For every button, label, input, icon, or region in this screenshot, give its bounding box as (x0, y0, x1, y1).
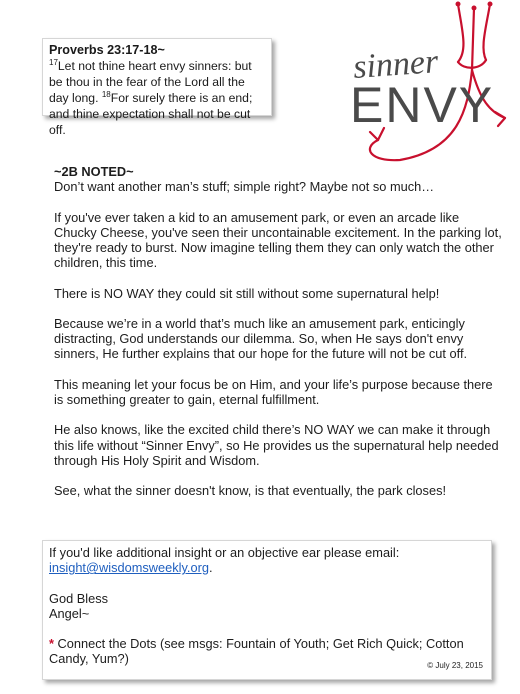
note-title: ~2B NOTED~ (54, 164, 134, 179)
note-paragraph-4: Because we’re in a world that’s much like an amusement park, enticingly distracting, God understands our dilemma. So, when He says don't envy sinners, He further explains that our hope for the future will not be cut off. (54, 315, 468, 362)
note-paragraph-2: If you've ever taken a kid to an amusement park, or even an arcade like Chucky Cheese, you've seen their uncontainable excitement. In the parking lot, they're ready to burst. Now imagine telling them they can only watch the other children, this time. (54, 209, 502, 271)
note-section (54, 164, 504, 514)
note-paragraph-3: There is NO WAY they could sit still without some supernatural help! (54, 285, 440, 301)
connect-dots-text: Connect the Dots (see msgs: Fountain of Youth; Get Rich Quick; Cotton Candy, Yum?) (49, 636, 464, 667)
note-paragraph-7: See, what the sinner doesn't know, is that eventually, the park closes! (54, 483, 447, 499)
asterisk-icon: * (49, 636, 54, 652)
verse-text (49, 58, 265, 138)
contact-intro: If you'd like additional insight or an objective ear please email: (49, 545, 400, 560)
copyright: © July 23, 2015 (427, 660, 483, 670)
verse-17-text: Let not thine heart envy sinners: but be thou in the fear of the Lord all the day long. (49, 59, 252, 105)
contact-box (42, 540, 492, 680)
verse-17-number: 17 (49, 57, 58, 67)
verse-18-text: For surely there is an end; and thine expectation shall not be cut off. (49, 91, 253, 137)
connect-dots-note (49, 636, 483, 666)
verse-box (42, 38, 272, 137)
note-paragraph-6: He also knows, like the excited child there’s NO WAY we can make it through this life without “Sinner Envy”, so He provides us the supernatural help needed through His Holy Spirit and Wisdom. (54, 422, 499, 468)
logo-word-sinner: sinner (351, 43, 440, 86)
email-suffix: . (208, 560, 213, 576)
verse-18-number: 18 (101, 89, 111, 99)
email-link[interactable]: insight@wisdomsweekly.org (49, 560, 209, 576)
logo-word-envy: ENVY (350, 77, 495, 133)
note-paragraph-1: Don’t want another man’s stuff; simple right? Maybe not so much… (54, 179, 435, 195)
closing-text: God Bless (49, 590, 109, 606)
note-paragraph-5: This meaning let your focus be on Him, and your life’s purpose because there is something greater to gain, eternal fulfillment. (54, 376, 493, 407)
verse-reference: Proverbs 23:17-18~ (49, 43, 165, 57)
signature: Angel~ (49, 605, 90, 621)
email-line (49, 560, 483, 575)
